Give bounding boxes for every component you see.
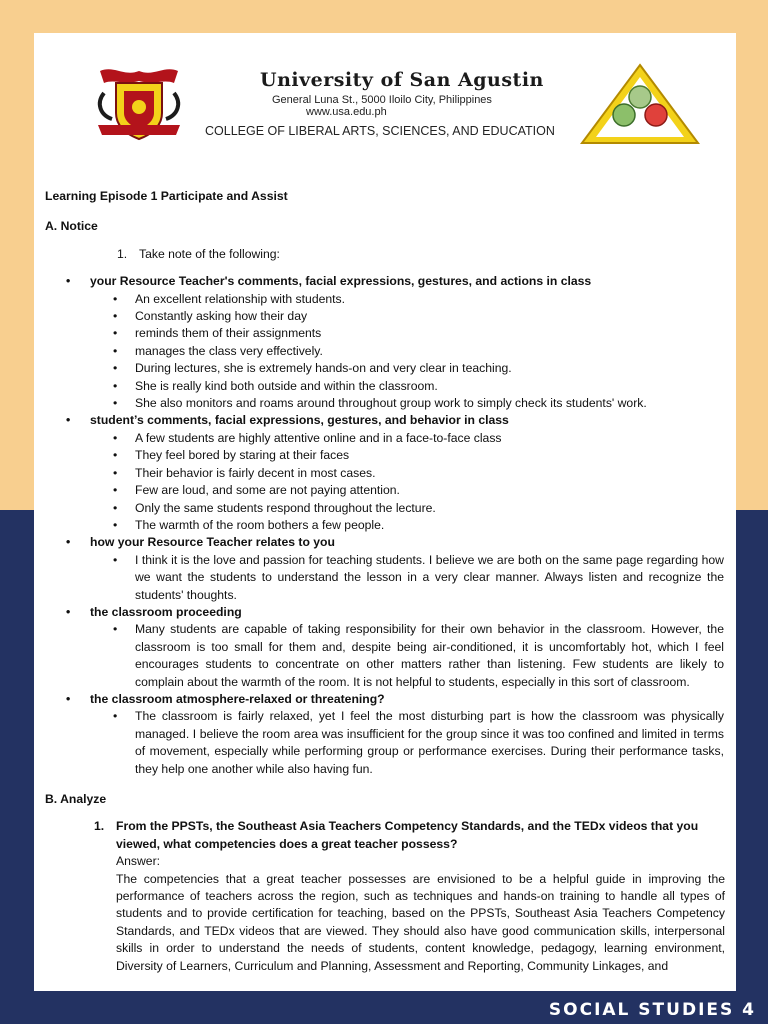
topic-heading: • the classroom proceeding [45,604,725,621]
document-body [45,188,725,975]
analyze-question [45,818,725,975]
list-item: • An excellent relationship with students. [45,291,725,308]
topic-heading: • your Resource Teacher's comments, facial expressions, gestures, and actions in class [45,273,725,290]
list-item: • She also monitors and roams around throughout group work to simply check its students' work. [45,395,725,412]
college-triangle-seal-icon [580,63,700,145]
section-heading-analyze: B. Analyze [45,792,107,806]
list-item: • I think it is the love and passion for teaching students. I believe we are both on the same page regarding how we want the students to understand the lesson in a very clear manner. Always listen and recognize the students' thoughts. [45,552,725,604]
numbered-item [45,246,725,263]
answer-label: Answer: [116,854,161,869]
page-title: Learning Episode 1 Participate and Assist [45,189,288,203]
topic-heading: • student’s comments, facial expressions, gestures, and behavior in class [45,412,725,429]
list-item: • Only the same students respond throughout the lecture. [45,500,725,517]
item-number: 1. [117,246,128,261]
section-heading-notice: A. Notice [45,219,98,234]
document-page [34,33,736,991]
university-address: General Luna St., 5000 Iloilo City, Philippines [272,94,492,106]
list-item: • reminds them of their assignments [45,325,725,342]
list-item: • Few are loud, and some are not paying attention. [45,482,725,499]
question-number: 1. [94,819,105,834]
list-item: • manages the class very effectively. [45,343,725,360]
list-item: • A few students are highly attentive online and in a face-to-face class [45,430,725,447]
list-item: • During lectures, she is extremely hands-on and very clear in teaching. [45,360,725,377]
letterhead [34,33,736,158]
university-name: University of San Agustin [260,69,544,91]
topic-heading: • how your Resource Teacher relates to you [45,534,725,551]
list-item: • The classroom is fairly relaxed, yet I feel the most disturbing part is how the classroom was physically managed. I believe the room area was insufficient for the group since it was too confined and limited in terms of movement, especially while performing group or performance exercises. During their performance tasks, they help one another while also having fun. [45,708,725,778]
item-text: Take note of the following: [139,246,280,261]
list-item: • Constantly asking how their day [45,308,725,325]
answer-text: The competencies that a great teacher possesses are envisioned to be a helpful guide in improving the performance of teachers across the region, such as techniques and hands-on training to handle all types of students and to provide certification for teaching, based on the PPSTs, Southeast Asia Teachers Competency Standards, and TEDx videos that are viewed. They should also have good communication skills, interpersonal skills in order to understand the needs of students, content knowledge, pedagogy, learning environment, Diversity of Learners, Curriculum and Planning, Assessment and Reporting, Community Linkages, and [116,871,725,973]
university-crest-icon [94,63,184,143]
college-name: COLLEGE OF LIBERAL ARTS, SCIENCES, AND EDUCATION [205,124,555,138]
list-item: • She is really kind both outside and within the classroom. [45,378,725,395]
footer-course-label: SOCIAL STUDIES 4 [548,1000,756,1020]
notice-topic-list [45,273,725,778]
list-item: • Many students are capable of taking responsibility for their own behavior in the classroom. However, the classroom is too small for them and, despite being air-conditioned, it is uncomfortably hot, which I feel encourages students to concentrate on other matters rather than listening. Few students are likely to complain about the warmth of the room. It is not helpful to students, especially in this sort of classroom. [45,621,725,691]
list-item: • They feel bored by staring at their faces [45,447,725,464]
question-text: From the PPSTs, the Southeast Asia Teachers Competency Standards, and the TEDx videos that you viewed, what competencies does a great teacher possess? [116,819,699,851]
topic-heading: • the classroom atmosphere-relaxed or threatening? [45,691,725,708]
list-item: • Their behavior is fairly decent in most cases. [45,465,725,482]
university-website: www.usa.edu.ph [306,106,387,118]
list-item: • The warmth of the room bothers a few people. [45,517,725,534]
